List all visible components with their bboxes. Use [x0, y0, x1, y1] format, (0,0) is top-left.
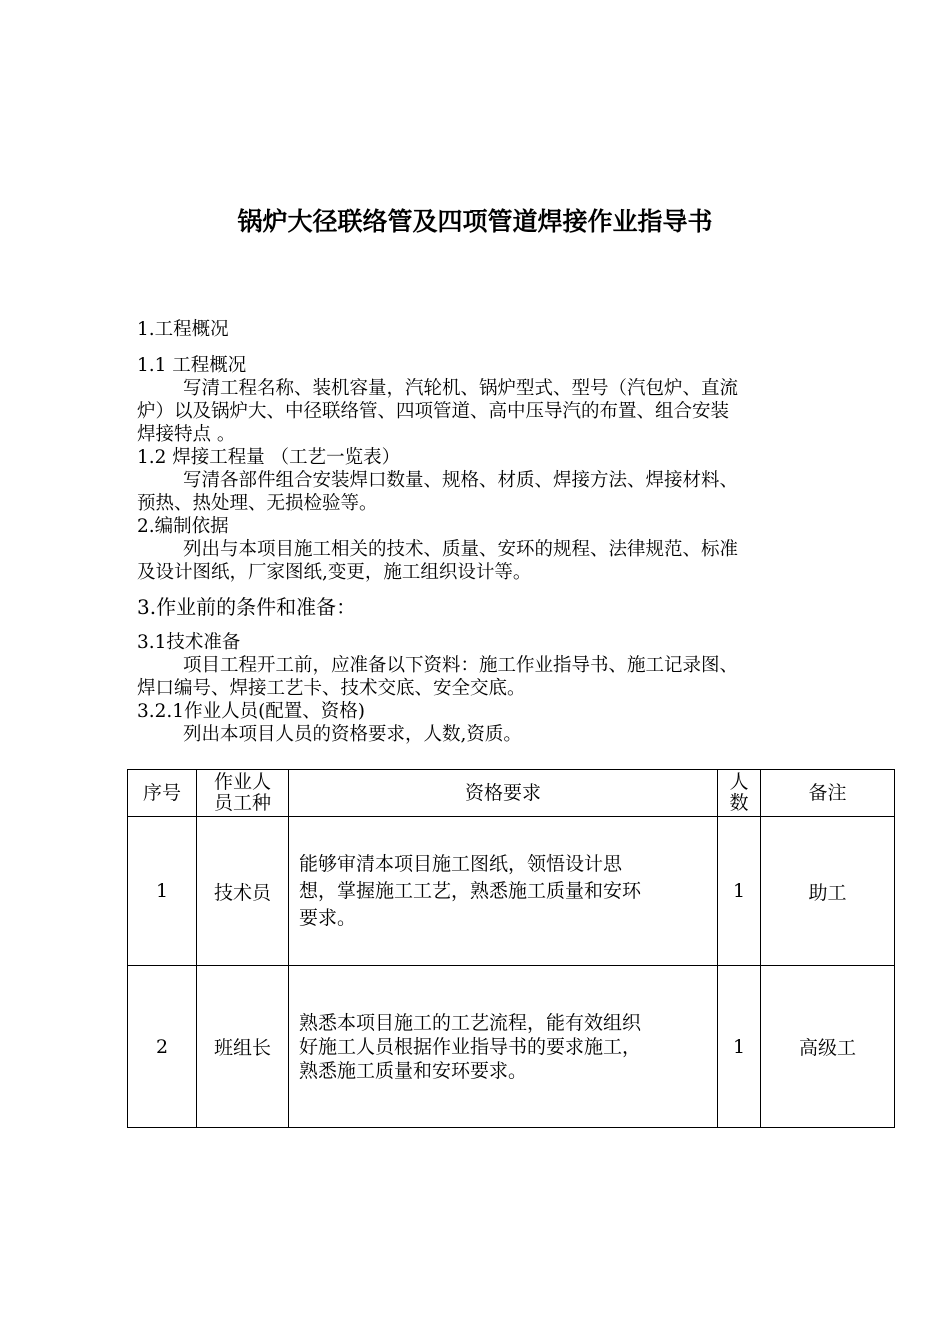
requirement-line: 要求。: [299, 906, 357, 929]
requirement-line: 想，掌握施工工艺，熟悉施工质量和安环: [299, 879, 642, 902]
table-row: [128, 966, 895, 1128]
cell-no: 2: [128, 966, 197, 1128]
cell-count: 1: [718, 966, 761, 1128]
header-cell-note: 备注: [761, 770, 895, 817]
table-row: [128, 817, 895, 966]
paragraph-line: 焊口编号、焊接工艺卡、技术交底、安全交底。: [137, 678, 526, 699]
paragraph-line: 列出与本项目施工相关的技术、质量、安环的规程、法律规范、标准: [183, 539, 739, 560]
section-heading-1: 1.工程概况: [137, 319, 229, 340]
table-header-row: [128, 770, 895, 817]
requirement-line: 熟悉本项目施工的工艺流程，能有效组织: [299, 1011, 642, 1034]
cell-requirement: [289, 817, 718, 966]
subsection-heading-1-1: 1.1 工程概况: [137, 355, 247, 376]
cell-requirement: [289, 966, 718, 1128]
header-cell-requirement: 资格要求: [289, 770, 718, 817]
subsection-heading-1-2: 1.2 焊接工程量 （工艺一览表）: [137, 447, 401, 468]
cell-count: 1: [718, 817, 761, 966]
header-role-line: 员工种: [213, 792, 271, 814]
requirement-line: 好施工人员根据作业指导书的要求施工，: [299, 1035, 642, 1058]
header-count-line: 人: [729, 771, 749, 793]
section-heading-2: 2.编制依据: [137, 516, 229, 537]
paragraph-line: 炉）以及锅炉大、中径联络管、四项管道、高中压导汽的布置、组合安装: [137, 401, 730, 422]
cell-no: 1: [128, 817, 197, 966]
subsection-heading-3-2-1: 3.2.1作业人员(配置、资格): [137, 701, 366, 722]
paragraph-line: 及设计图纸，厂家图纸,变更，施工组织设计等。: [137, 562, 532, 583]
requirement-line: 能够审清本项目施工图纸，领悟设计思: [299, 852, 623, 875]
paragraph-line: 焊接特点 。: [137, 424, 236, 445]
subsection-heading-3-1: 3.1技术准备: [137, 632, 241, 653]
header-count-line: 数: [729, 792, 749, 814]
paragraph-line: 列出本项目人员的资格要求，人数,资质。: [183, 724, 522, 745]
cell-role: 技术员: [197, 817, 289, 966]
requirement-line: 熟悉施工质量和安环要求。: [299, 1059, 528, 1082]
header-role-line: 作业人: [213, 771, 271, 793]
paragraph-line: 预热、热处理、无损检验等。: [137, 493, 378, 514]
document-title: 锅炉大径联络管及四项管道焊接作业指导书: [237, 207, 713, 236]
cell-note: 助工: [761, 817, 895, 966]
paragraph-line: 项目工程开工前，应准备以下资料：施工作业指导书、施工记录图、: [183, 655, 739, 676]
section-heading-3: 3.作业前的条件和准备：: [137, 595, 357, 619]
paragraph-line: 写清工程名称、装机容量，汽轮机、锅炉型式、型号（汽包炉、直流: [183, 378, 739, 399]
header-cell-role: [197, 770, 289, 817]
header-cell-count: [718, 770, 761, 817]
cell-role: 班组长: [197, 966, 289, 1128]
cell-note: 高级工: [761, 966, 895, 1128]
paragraph-line: 写清各部件组合安装焊口数量、规格、材质、焊接方法、焊接材料、: [183, 470, 739, 491]
staff-qualification-table: [127, 769, 895, 1128]
header-cell-no: 序号: [128, 770, 197, 817]
